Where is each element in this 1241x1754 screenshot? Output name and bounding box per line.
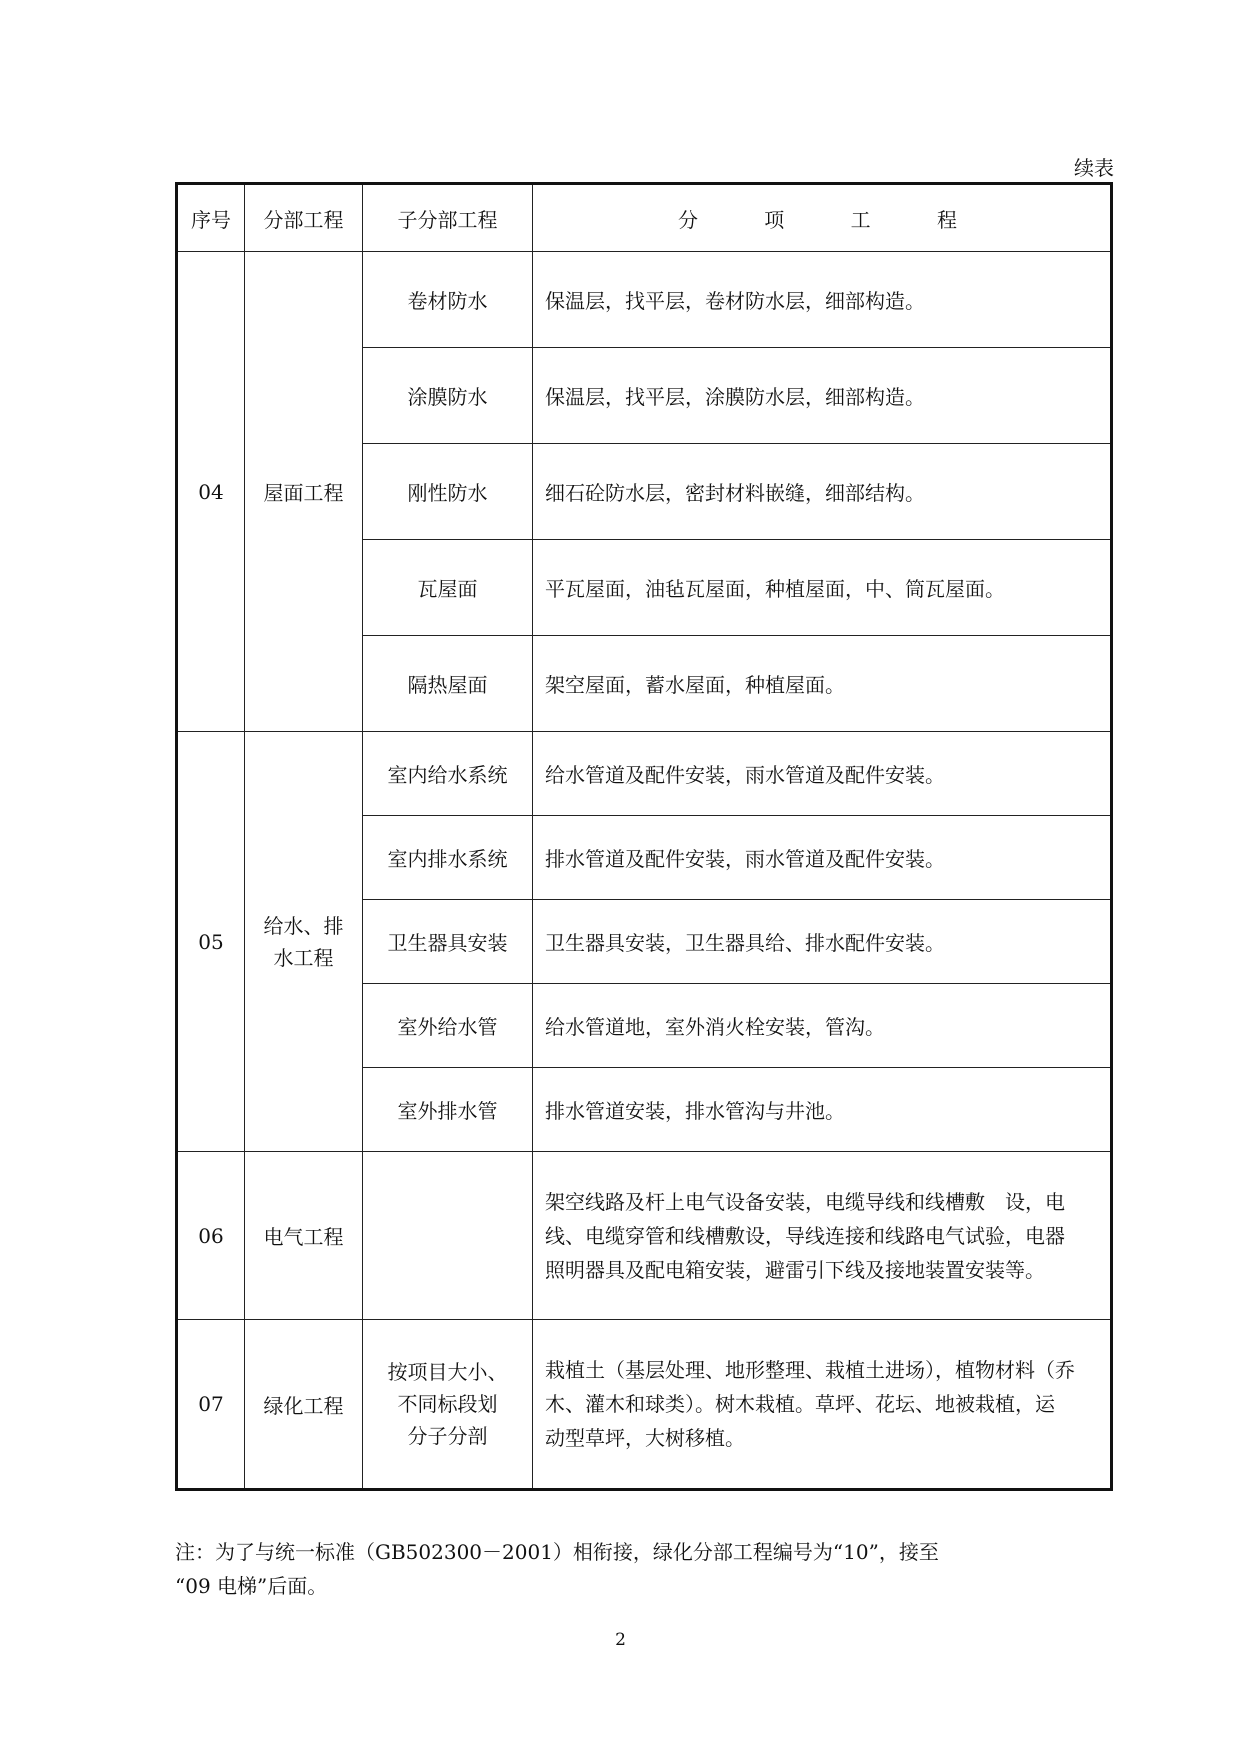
table-header-row: [177, 184, 1112, 252]
group-part-line: 给水、排: [263, 913, 344, 938]
footnote-line: “09 电梯”后面。: [175, 1574, 328, 1598]
item-cell: 给水管道地，室外消火栓安装，管沟。: [533, 984, 1112, 1068]
sub-line: 按项目大小、: [387, 1360, 508, 1384]
item-line: 照明器具及配电箱安装，避雷引下线及接地装置安装等。: [545, 1257, 1045, 1282]
item-line: 木、灌木和球类）。树木栽植。草坪、花坛、地被栽植，运: [545, 1392, 1055, 1416]
sub-cell: 室内给水系统: [363, 732, 533, 816]
item-cell: 排水管道及配件安装，雨水管道及配件安装。: [533, 816, 1112, 900]
item-cell: [533, 1152, 1112, 1320]
item-line: 架空线路及杆上电气设备安装，电缆导线和线槽敷 设，电: [545, 1189, 1065, 1214]
sub-cell: [363, 1320, 533, 1490]
item-cell: 保温层，找平层，涂膜防水层，细部构造。: [533, 348, 1112, 444]
table-row: [177, 1320, 1112, 1490]
group-part: 电气工程: [245, 1152, 363, 1320]
sub-cell: 室内排水系统: [363, 816, 533, 900]
table-row: [177, 732, 1112, 816]
sub-line: 分子分剖: [407, 1424, 488, 1448]
page-number: 2: [615, 1630, 626, 1650]
item-cell: 平瓦屋面，油毡瓦屋面，种植屋面，中、筒瓦屋面。: [533, 540, 1112, 636]
table-row: [177, 1152, 1112, 1320]
sub-cell: 刚性防水: [363, 444, 533, 540]
subdivision-table: [175, 182, 1113, 1491]
sub-cell: 室外给水管: [363, 984, 533, 1068]
item-line: 线、电缆穿管和线槽敷设，导线连接和线路电气试验，电器: [545, 1223, 1065, 1248]
footnote-line: 注：为了与统一标准（GB502300－2001）相衔接，绿化分部工程编号为“10”，接至: [175, 1540, 939, 1564]
sub-cell: 卷材防水: [363, 252, 533, 348]
sub-cell: 隔热屋面: [363, 636, 533, 732]
sub-cell: 室外排水管: [363, 1068, 533, 1152]
footnote: [175, 1535, 1075, 1603]
item-cell: [533, 1320, 1112, 1490]
group-part: 绿化工程: [245, 1320, 363, 1490]
item-line: 栽植土（基层处理、地形整理、栽植土进场），植物材料（乔: [545, 1358, 1075, 1382]
item-cell: 排水管道安装，排水管沟与井池。: [533, 1068, 1112, 1152]
item-cell: 卫生器具安装，卫生器具给、排水配件安装。: [533, 900, 1112, 984]
sub-line: 不同标段划: [397, 1392, 498, 1416]
continued-label: 续表: [1074, 156, 1114, 180]
group-part-line: 水工程: [273, 945, 334, 970]
group-part: 屋面工程: [245, 252, 363, 732]
header-item: 分 项 工 程: [533, 184, 1112, 252]
table-row: [177, 252, 1112, 348]
header-num: 序号: [177, 184, 245, 252]
group-part: [245, 732, 363, 1152]
item-cell: 保温层，找平层，卷材防水层，细部构造。: [533, 252, 1112, 348]
sub-cell: 瓦屋面: [363, 540, 533, 636]
item-cell: 架空屋面，蓄水屋面，种植屋面。: [533, 636, 1112, 732]
group-num: 05: [177, 732, 245, 1152]
header-sub: 子分部工程: [363, 184, 533, 252]
group-num: 07: [177, 1320, 245, 1490]
sub-cell: [363, 1152, 533, 1320]
sub-cell: 卫生器具安装: [363, 900, 533, 984]
group-num: 04: [177, 252, 245, 732]
item-line: 动型草坪，大树移植。: [545, 1426, 745, 1450]
item-cell: 给水管道及配件安装，雨水管道及配件安装。: [533, 732, 1112, 816]
header-part: 分部工程: [245, 184, 363, 252]
item-cell: 细石砼防水层，密封材料嵌缝，细部结构。: [533, 444, 1112, 540]
sub-cell: 涂膜防水: [363, 348, 533, 444]
group-num: 06: [177, 1152, 245, 1320]
